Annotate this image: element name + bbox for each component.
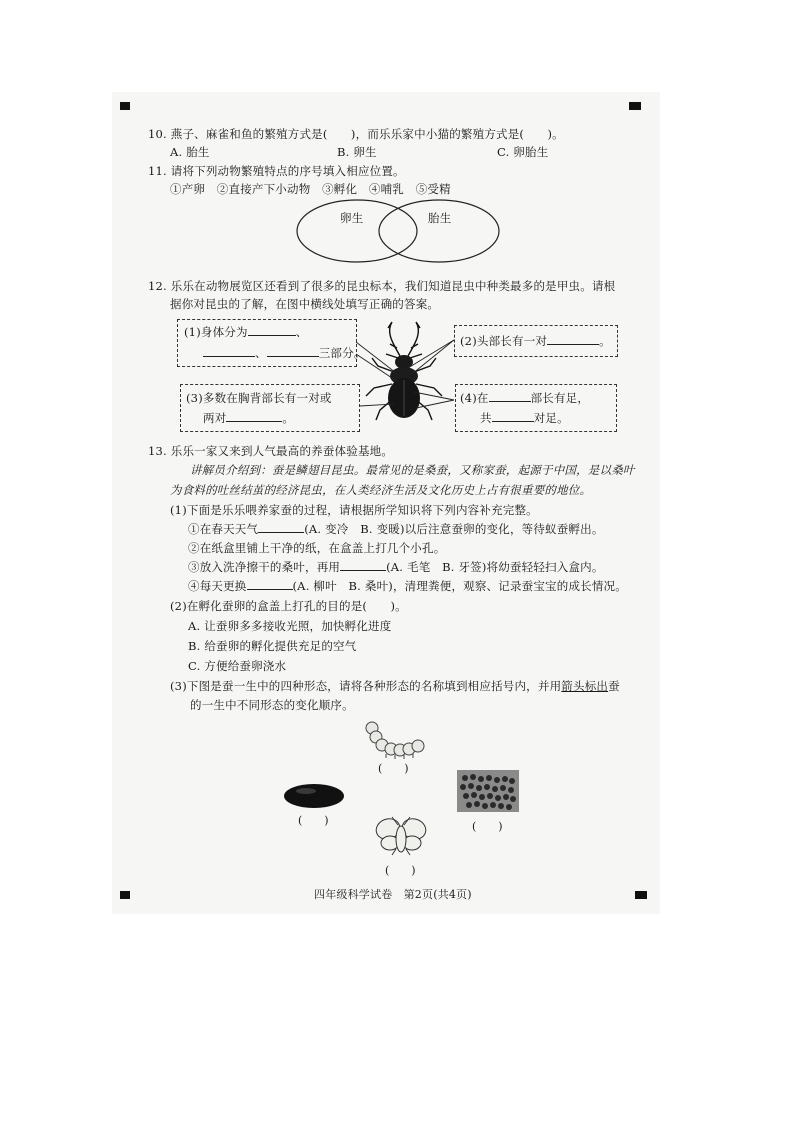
q13-intro-line2: 为食料的吐丝结茧的经济昆虫，在人类经济生活及文化历史上占有很重要的地位。 <box>170 483 592 497</box>
q13-step-1 <box>188 521 604 537</box>
box3-label: 两对 <box>203 411 227 425</box>
q13-step-4 <box>188 578 627 594</box>
box2-line <box>460 333 611 349</box>
q11-stem: 11. 请将下列动物繁殖特点的序号填入相应位置。 <box>148 164 405 178</box>
box1-blank-2[interactable] <box>203 345 255 357</box>
larva-answer-paren[interactable]: ( ) <box>378 762 409 775</box>
step4-text: ④每天更换 <box>188 579 247 593</box>
q13-sub3-line1 <box>170 678 620 694</box>
step1-choices: (A. 变冷 B. 变暖)以后注意蚕卵的变化，等待蚁蚕孵出。 <box>304 522 604 536</box>
q10-option-b[interactable]: B. 卵生 <box>337 145 377 159</box>
box4-blank-1[interactable] <box>489 390 531 402</box>
box4-blank-2[interactable] <box>492 410 534 422</box>
q13-sub2-option-c[interactable]: C. 方便给蚕卵浇水 <box>188 659 287 673</box>
box1-blank-3[interactable] <box>267 345 319 357</box>
step3-text: ③放入洗净擦干的桑叶，再用 <box>188 560 341 574</box>
eggs-answer-paren[interactable]: ( ) <box>472 820 503 833</box>
box2-blank[interactable] <box>547 333 599 345</box>
q13-sub3-line2: 的一生中不同形态的变化顺序。 <box>190 698 354 712</box>
step4-choices: (A. 柳叶 B. 桑叶)，清理粪便，观察、记录蚕宝宝的成长情况。 <box>292 579 627 593</box>
box1-end: 三部分。 <box>318 346 366 360</box>
label-connector-lines <box>350 330 460 410</box>
venn-left-label: 卵生 <box>340 211 364 225</box>
box3-line2 <box>203 410 294 426</box>
step1-text: ①在春天天气 <box>188 522 259 536</box>
box4-label-b: 部长有足， <box>530 391 590 405</box>
step3-choices: (A. 毛笔 B. 牙签)将幼蚕轻轻扫入盒内。 <box>386 560 604 574</box>
q13-sub2-option-b[interactable]: B. 给蚕卵的孵化提供充足的空气 <box>188 639 357 653</box>
q10-option-a[interactable]: A. 胎生 <box>170 145 210 159</box>
silkworm-moth-image <box>374 815 428 859</box>
q10-option-c[interactable]: C. 卵胎生 <box>497 145 549 159</box>
sub3-text: (3)下图是蚕一生中的四种形态，请将各种形态的名称填到相应括号内，并用 <box>170 679 562 693</box>
sub3-text-end: 蚕 <box>608 679 620 693</box>
q13-step-3 <box>188 559 604 575</box>
venn-right-label: 胎生 <box>428 211 452 225</box>
box3-line1: (3)多数在胸背部长有一对或 <box>186 391 332 405</box>
registration-mark <box>635 891 647 899</box>
q13-sub2-option-a[interactable]: A. 让蚕卵多多接收光照，加快孵化进度 <box>188 619 392 633</box>
box3-end: 。 <box>282 411 295 425</box>
box2-label: (2)头部长有一对 <box>460 334 548 348</box>
box1-label: (1)身体分为 <box>184 325 248 339</box>
q13-sub1: (1)下面是乐乐喂养家蚕的过程，请根据所学知识将下列内容补充完整。 <box>170 503 538 517</box>
box4-label-2b: 对足。 <box>533 411 569 425</box>
box4-line1 <box>460 390 589 406</box>
registration-mark <box>120 891 130 899</box>
moth-answer-paren[interactable]: ( ) <box>385 864 416 877</box>
q12-stem-line1: 12. 乐乐在动物展览区还看到了很多的昆虫标本，我们知道昆虫中种类最多的是甲虫。请根 <box>148 279 616 293</box>
venn-diagram <box>295 198 505 264</box>
registration-mark <box>629 102 641 110</box>
step1-blank[interactable] <box>258 521 304 533</box>
box1-line2 <box>203 345 366 361</box>
box1-line1 <box>184 324 307 340</box>
silkworm-pupa-image <box>282 782 346 810</box>
q13-step-2: ②在纸盒里铺上干净的纸，在盒盖上打几个小孔。 <box>188 541 446 555</box>
box4-label-2: 共 <box>480 411 492 425</box>
q13-stem: 13. 乐乐一家又来到人气最高的养蚕体验基地。 <box>148 444 394 458</box>
box1-sep: 、 <box>295 325 308 339</box>
step3-blank[interactable] <box>340 559 386 571</box>
silkworm-larva-image <box>362 718 426 760</box>
q11-options: ①产卵 ②直接产下小动物 ③孵化 ④哺乳 ⑤受精 <box>170 182 451 196</box>
q12-stem-line2: 据你对昆虫的了解，在图中横线处填写正确的答案。 <box>170 297 440 311</box>
q13-sub2: (2)在孵化蚕卵的盒盖上打孔的目的是( )。 <box>170 599 407 613</box>
sub3-underlined: 箭头标出 <box>561 679 609 693</box>
q13-intro-line1: 讲解员介绍到：蚕是鳞翅目昆虫。最常见的是桑蚕，又称家蚕，起源于中国，是以桑叶 <box>190 463 635 477</box>
page-footer: 四年级科学试卷 第2页(共4页) <box>314 888 472 901</box>
pupa-answer-paren[interactable]: ( ) <box>298 814 329 827</box>
silkworm-eggs-image <box>457 770 519 812</box>
box1-blank-1[interactable] <box>248 324 296 336</box>
box3-blank[interactable] <box>226 410 282 422</box>
box4-line2 <box>480 410 569 426</box>
box2-end: 。 <box>599 334 611 348</box>
box1-sep-2: 、 <box>255 346 267 360</box>
registration-mark <box>120 102 130 110</box>
q10-stem: 10. 燕子、麻雀和鱼的繁殖方式是( )，而乐乐家中小猫的繁殖方式是( )。 <box>148 127 564 141</box>
step4-blank[interactable] <box>247 578 293 590</box>
box4-label: (4)在 <box>460 391 489 405</box>
